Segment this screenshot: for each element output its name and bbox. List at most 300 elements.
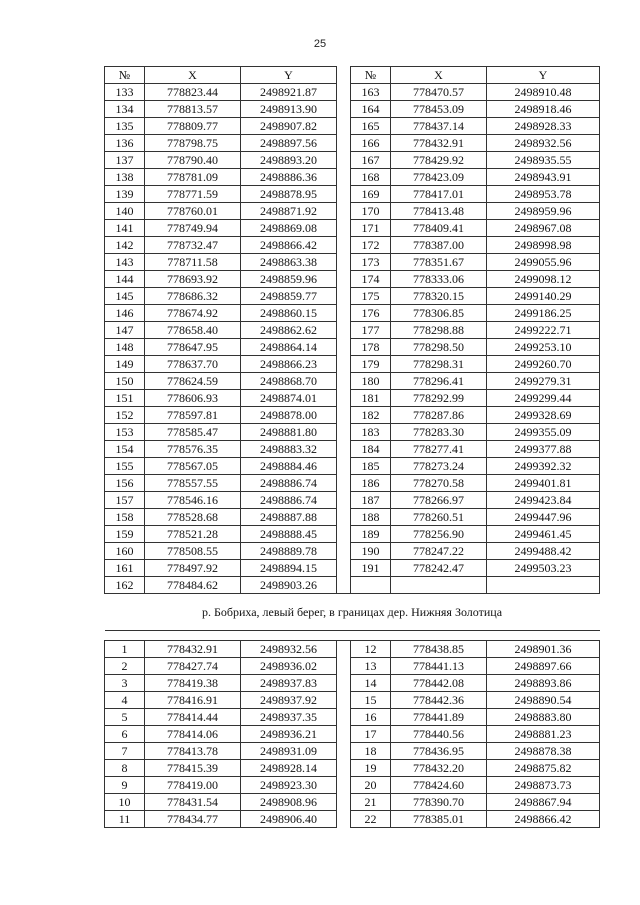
cell-y-left: 2498903.26 bbox=[241, 577, 337, 594]
cell-num-left: 153 bbox=[105, 424, 145, 441]
cell-y-left: 2498887.88 bbox=[241, 509, 337, 526]
cell-x-left: 778693.92 bbox=[145, 271, 241, 288]
cell-num-left: 4 bbox=[105, 692, 145, 709]
cell-num-left: 154 bbox=[105, 441, 145, 458]
table-row bbox=[105, 475, 600, 492]
column-gap bbox=[337, 641, 351, 658]
cell-num-right: 186 bbox=[351, 475, 391, 492]
cell-num-left: 160 bbox=[105, 543, 145, 560]
cell-y-left: 2498878.95 bbox=[241, 186, 337, 203]
column-gap bbox=[337, 373, 351, 390]
cell-y-left: 2498868.70 bbox=[241, 373, 337, 390]
cell-num-left: 162 bbox=[105, 577, 145, 594]
cell-x-left: 778413.78 bbox=[145, 743, 241, 760]
cell-num-left: 149 bbox=[105, 356, 145, 373]
cell-y-right: 2498935.55 bbox=[487, 152, 600, 169]
cell-y-right: 2499186.25 bbox=[487, 305, 600, 322]
column-gap bbox=[337, 288, 351, 305]
cell-num-left: 156 bbox=[105, 475, 145, 492]
cell-x-right: 778247.22 bbox=[391, 543, 487, 560]
cell-x-right: 778292.99 bbox=[391, 390, 487, 407]
cell-y-right: 2498953.78 bbox=[487, 186, 600, 203]
cell-y-right: 2498878.38 bbox=[487, 743, 600, 760]
column-gap bbox=[337, 203, 351, 220]
cell-num-left: 7 bbox=[105, 743, 145, 760]
cell-x-right: 778298.31 bbox=[391, 356, 487, 373]
cell-y-left: 2498864.14 bbox=[241, 339, 337, 356]
cell-x-right: 778470.57 bbox=[391, 84, 487, 101]
cell-y-right: 2499299.44 bbox=[487, 390, 600, 407]
column-gap bbox=[337, 169, 351, 186]
cell-y-right: 2499447.96 bbox=[487, 509, 600, 526]
table-row bbox=[105, 373, 600, 390]
cell-x-right: 778385.01 bbox=[391, 811, 487, 828]
cell-x-left: 778414.44 bbox=[145, 709, 241, 726]
cell-x-right: 778287.86 bbox=[391, 407, 487, 424]
coordinates-table bbox=[104, 66, 600, 828]
cell-num-left: 137 bbox=[105, 152, 145, 169]
cell-y-right: 2498998.98 bbox=[487, 237, 600, 254]
column-gap bbox=[337, 777, 351, 794]
column-gap bbox=[337, 675, 351, 692]
cell-x-left: 778427.74 bbox=[145, 658, 241, 675]
column-gap bbox=[337, 135, 351, 152]
cell-x-right: 778440.56 bbox=[391, 726, 487, 743]
cell-y-left: 2498928.14 bbox=[241, 760, 337, 777]
cell-x-left: 778711.58 bbox=[145, 254, 241, 271]
header-x-right: X bbox=[391, 67, 487, 84]
cell-x-right: 778273.24 bbox=[391, 458, 487, 475]
cell-x-left: 778414.06 bbox=[145, 726, 241, 743]
cell-num-left: 150 bbox=[105, 373, 145, 390]
cell-y-right: 2499328.69 bbox=[487, 407, 600, 424]
spacer-row bbox=[105, 631, 600, 641]
cell-y-left: 2498906.40 bbox=[241, 811, 337, 828]
cell-x-left: 778749.94 bbox=[145, 220, 241, 237]
cell-num-right: 180 bbox=[351, 373, 391, 390]
cell-y-right: 2498910.48 bbox=[487, 84, 600, 101]
cell-x-right: 778270.58 bbox=[391, 475, 487, 492]
cell-num-left: 139 bbox=[105, 186, 145, 203]
cell-y-left: 2498937.35 bbox=[241, 709, 337, 726]
cell-y-left: 2498931.09 bbox=[241, 743, 337, 760]
cell-num-left: 133 bbox=[105, 84, 145, 101]
cell-x-right: 778437.14 bbox=[391, 118, 487, 135]
cell-x-right: 778283.30 bbox=[391, 424, 487, 441]
cell-num-left: 146 bbox=[105, 305, 145, 322]
column-gap bbox=[337, 424, 351, 441]
cell-x-left: 778637.70 bbox=[145, 356, 241, 373]
column-gap bbox=[337, 441, 351, 458]
cell-y-right: 2499222.71 bbox=[487, 322, 600, 339]
column-gap bbox=[337, 794, 351, 811]
cell-y-left: 2498937.92 bbox=[241, 692, 337, 709]
cell-x-right: 778298.88 bbox=[391, 322, 487, 339]
cell-num-right: 21 bbox=[351, 794, 391, 811]
column-gap bbox=[337, 237, 351, 254]
cell-num-right: 172 bbox=[351, 237, 391, 254]
cell-num-right: 20 bbox=[351, 777, 391, 794]
cell-num-right: 168 bbox=[351, 169, 391, 186]
cell-y-right: 2499401.81 bbox=[487, 475, 600, 492]
cell-num-right: 19 bbox=[351, 760, 391, 777]
cell-y-left: 2498936.21 bbox=[241, 726, 337, 743]
column-gap bbox=[337, 186, 351, 203]
cell-y-right: 2498867.94 bbox=[487, 794, 600, 811]
cell-num-right: 183 bbox=[351, 424, 391, 441]
table-row bbox=[105, 339, 600, 356]
header-row bbox=[105, 67, 600, 84]
column-gap bbox=[337, 305, 351, 322]
spacer bbox=[105, 631, 600, 641]
table-row bbox=[105, 135, 600, 152]
cell-num-right: 163 bbox=[351, 84, 391, 101]
cell-num-right: 178 bbox=[351, 339, 391, 356]
cell-num-right: 176 bbox=[351, 305, 391, 322]
cell-num-left: 6 bbox=[105, 726, 145, 743]
table-row bbox=[105, 118, 600, 135]
cell-x-left: 778760.01 bbox=[145, 203, 241, 220]
table-row bbox=[105, 441, 600, 458]
cell-y-left: 2498883.32 bbox=[241, 441, 337, 458]
table-row bbox=[105, 186, 600, 203]
cell-y-right: 2499423.84 bbox=[487, 492, 600, 509]
cell-num-left: 155 bbox=[105, 458, 145, 475]
table-row bbox=[105, 254, 600, 271]
cell-x-left: 778415.39 bbox=[145, 760, 241, 777]
column-gap bbox=[337, 271, 351, 288]
cell-y-left: 2498923.30 bbox=[241, 777, 337, 794]
table-row bbox=[105, 390, 600, 407]
column-gap bbox=[337, 67, 351, 84]
table-row bbox=[105, 322, 600, 339]
cell-num-left: 143 bbox=[105, 254, 145, 271]
cell-num-left: 140 bbox=[105, 203, 145, 220]
cell-y-left: 2498884.46 bbox=[241, 458, 337, 475]
cell-x-right: 778306.85 bbox=[391, 305, 487, 322]
cell-num-left: 159 bbox=[105, 526, 145, 543]
cell-num-right: 174 bbox=[351, 271, 391, 288]
cell-x-left: 778576.35 bbox=[145, 441, 241, 458]
cell-num-right bbox=[351, 577, 391, 594]
cell-x-right: 778277.41 bbox=[391, 441, 487, 458]
cell-y-right: 2498897.66 bbox=[487, 658, 600, 675]
cell-y-right: 2499461.45 bbox=[487, 526, 600, 543]
cell-num-left: 141 bbox=[105, 220, 145, 237]
cell-y-left: 2498859.96 bbox=[241, 271, 337, 288]
table-row bbox=[105, 577, 600, 594]
cell-x-left: 778419.38 bbox=[145, 675, 241, 692]
table-row bbox=[105, 543, 600, 560]
table-row bbox=[105, 271, 600, 288]
column-gap bbox=[337, 254, 351, 271]
table-row bbox=[105, 794, 600, 811]
cell-x-left: 778647.95 bbox=[145, 339, 241, 356]
cell-x-right: 778423.09 bbox=[391, 169, 487, 186]
table-row bbox=[105, 169, 600, 186]
cell-x-left: 778732.47 bbox=[145, 237, 241, 254]
cell-y-right: 2498883.80 bbox=[487, 709, 600, 726]
cell-num-right: 166 bbox=[351, 135, 391, 152]
column-gap bbox=[337, 726, 351, 743]
cell-y-left: 2498936.02 bbox=[241, 658, 337, 675]
cell-num-right: 171 bbox=[351, 220, 391, 237]
cell-num-left: 1 bbox=[105, 641, 145, 658]
cell-x-left: 778419.00 bbox=[145, 777, 241, 794]
cell-x-right: 778442.08 bbox=[391, 675, 487, 692]
cell-num-left: 157 bbox=[105, 492, 145, 509]
cell-x-left: 778771.59 bbox=[145, 186, 241, 203]
cell-y-right: 2498866.42 bbox=[487, 811, 600, 828]
cell-x-right: 778413.48 bbox=[391, 203, 487, 220]
cell-num-left: 147 bbox=[105, 322, 145, 339]
cell-y-right: 2499260.70 bbox=[487, 356, 600, 373]
column-gap bbox=[337, 760, 351, 777]
cell-x-right: 778351.67 bbox=[391, 254, 487, 271]
cell-y-right: 2498875.82 bbox=[487, 760, 600, 777]
cell-x-left: 778484.62 bbox=[145, 577, 241, 594]
cell-x-right bbox=[391, 577, 487, 594]
table-row bbox=[105, 726, 600, 743]
block1-body bbox=[105, 84, 600, 594]
cell-y-left: 2498886.74 bbox=[241, 475, 337, 492]
cell-x-right: 778409.41 bbox=[391, 220, 487, 237]
cell-y-left: 2498897.56 bbox=[241, 135, 337, 152]
cell-num-left: 134 bbox=[105, 101, 145, 118]
cell-num-left: 158 bbox=[105, 509, 145, 526]
cell-x-right: 778424.60 bbox=[391, 777, 487, 794]
cell-num-right: 184 bbox=[351, 441, 391, 458]
cell-x-left: 778597.81 bbox=[145, 407, 241, 424]
cell-y-left: 2498860.15 bbox=[241, 305, 337, 322]
cell-y-right: 2499355.09 bbox=[487, 424, 600, 441]
table-row bbox=[105, 152, 600, 169]
cell-num-right: 190 bbox=[351, 543, 391, 560]
cell-num-right: 169 bbox=[351, 186, 391, 203]
column-gap bbox=[337, 84, 351, 101]
cell-num-left: 161 bbox=[105, 560, 145, 577]
cell-x-left: 778686.32 bbox=[145, 288, 241, 305]
cell-num-right: 177 bbox=[351, 322, 391, 339]
cell-num-left: 138 bbox=[105, 169, 145, 186]
table-row bbox=[105, 709, 600, 726]
table-row bbox=[105, 305, 600, 322]
cell-y-right: 2498873.73 bbox=[487, 777, 600, 794]
cell-num-right: 189 bbox=[351, 526, 391, 543]
cell-num-right: 15 bbox=[351, 692, 391, 709]
cell-num-left: 2 bbox=[105, 658, 145, 675]
cell-y-left: 2498932.56 bbox=[241, 641, 337, 658]
table-row bbox=[105, 84, 600, 101]
column-gap bbox=[337, 526, 351, 543]
cell-x-left: 778798.75 bbox=[145, 135, 241, 152]
table-row bbox=[105, 641, 600, 658]
table-row bbox=[105, 777, 600, 794]
cell-y-right: 2498928.33 bbox=[487, 118, 600, 135]
cell-num-left: 136 bbox=[105, 135, 145, 152]
table-row bbox=[105, 526, 600, 543]
cell-y-left: 2498862.62 bbox=[241, 322, 337, 339]
cell-num-right: 12 bbox=[351, 641, 391, 658]
cell-y-left: 2498866.23 bbox=[241, 356, 337, 373]
cell-x-left: 778521.28 bbox=[145, 526, 241, 543]
table-row bbox=[105, 760, 600, 777]
header-y-left: Y bbox=[241, 67, 337, 84]
cell-y-left: 2498888.45 bbox=[241, 526, 337, 543]
table-row bbox=[105, 407, 600, 424]
table-row bbox=[105, 509, 600, 526]
table-row bbox=[105, 356, 600, 373]
cell-num-right: 167 bbox=[351, 152, 391, 169]
cell-y-right: 2498901.36 bbox=[487, 641, 600, 658]
cell-x-left: 778823.44 bbox=[145, 84, 241, 101]
table-row bbox=[105, 458, 600, 475]
cell-x-left: 778434.77 bbox=[145, 811, 241, 828]
cell-num-right: 18 bbox=[351, 743, 391, 760]
column-gap bbox=[337, 743, 351, 760]
cell-x-left: 778416.91 bbox=[145, 692, 241, 709]
section-title: р. Бобриха, левый берег, в границах дер. Нижняя Золотица bbox=[105, 594, 600, 631]
cell-x-right: 778442.36 bbox=[391, 692, 487, 709]
cell-x-left: 778790.40 bbox=[145, 152, 241, 169]
cell-x-right: 778436.95 bbox=[391, 743, 487, 760]
cell-y-right: 2498932.56 bbox=[487, 135, 600, 152]
column-gap bbox=[337, 322, 351, 339]
cell-x-right: 778429.92 bbox=[391, 152, 487, 169]
cell-x-right: 778441.13 bbox=[391, 658, 487, 675]
cell-num-left: 8 bbox=[105, 760, 145, 777]
cell-y-right: 2499253.10 bbox=[487, 339, 600, 356]
cell-num-left: 151 bbox=[105, 390, 145, 407]
column-gap bbox=[337, 811, 351, 828]
cell-num-right: 182 bbox=[351, 407, 391, 424]
cell-num-right: 14 bbox=[351, 675, 391, 692]
block2-body bbox=[105, 641, 600, 828]
cell-y-left: 2498889.78 bbox=[241, 543, 337, 560]
cell-x-left: 778781.09 bbox=[145, 169, 241, 186]
cell-x-left: 778624.59 bbox=[145, 373, 241, 390]
cell-x-left: 778557.55 bbox=[145, 475, 241, 492]
cell-y-right: 2499503.23 bbox=[487, 560, 600, 577]
cell-x-right: 778320.15 bbox=[391, 288, 487, 305]
page-number: 25 bbox=[313, 38, 327, 50]
cell-x-left: 778813.57 bbox=[145, 101, 241, 118]
cell-x-right: 778296.41 bbox=[391, 373, 487, 390]
table-row bbox=[105, 492, 600, 509]
cell-y-right: 2498893.86 bbox=[487, 675, 600, 692]
section-divider bbox=[105, 594, 600, 641]
cell-y-right: 2498881.23 bbox=[487, 726, 600, 743]
cell-y-right: 2499377.88 bbox=[487, 441, 600, 458]
cell-y-right: 2499140.29 bbox=[487, 288, 600, 305]
cell-num-right: 179 bbox=[351, 356, 391, 373]
cell-num-right: 22 bbox=[351, 811, 391, 828]
cell-num-right: 191 bbox=[351, 560, 391, 577]
cell-y-left: 2498921.87 bbox=[241, 84, 337, 101]
cell-y-left: 2498869.08 bbox=[241, 220, 337, 237]
column-gap bbox=[337, 692, 351, 709]
header-x-left: X bbox=[145, 67, 241, 84]
cell-y-left: 2498937.83 bbox=[241, 675, 337, 692]
cell-num-left: 11 bbox=[105, 811, 145, 828]
cell-y-left: 2498874.01 bbox=[241, 390, 337, 407]
cell-x-right: 778432.91 bbox=[391, 135, 487, 152]
cell-num-left: 148 bbox=[105, 339, 145, 356]
cell-num-left: 9 bbox=[105, 777, 145, 794]
cell-x-right: 778256.90 bbox=[391, 526, 487, 543]
cell-num-right: 164 bbox=[351, 101, 391, 118]
cell-num-right: 17 bbox=[351, 726, 391, 743]
cell-x-left: 778497.92 bbox=[145, 560, 241, 577]
table-row bbox=[105, 101, 600, 118]
cell-x-right: 778260.51 bbox=[391, 509, 487, 526]
cell-num-right: 181 bbox=[351, 390, 391, 407]
cell-y-left: 2498894.15 bbox=[241, 560, 337, 577]
column-gap bbox=[337, 709, 351, 726]
cell-x-right: 778438.85 bbox=[391, 641, 487, 658]
cell-x-left: 778658.40 bbox=[145, 322, 241, 339]
cell-y-right: 2499392.32 bbox=[487, 458, 600, 475]
column-gap bbox=[337, 339, 351, 356]
cell-y-left: 2498913.90 bbox=[241, 101, 337, 118]
header-num-left: № bbox=[105, 67, 145, 84]
cell-num-right: 188 bbox=[351, 509, 391, 526]
cell-num-right: 173 bbox=[351, 254, 391, 271]
cell-x-left: 778528.68 bbox=[145, 509, 241, 526]
cell-x-right: 778441.89 bbox=[391, 709, 487, 726]
table-row bbox=[105, 288, 600, 305]
cell-y-right: 2498959.96 bbox=[487, 203, 600, 220]
cell-x-left: 778432.91 bbox=[145, 641, 241, 658]
cell-y-left: 2498866.42 bbox=[241, 237, 337, 254]
table-row bbox=[105, 658, 600, 675]
cell-y-left: 2498863.38 bbox=[241, 254, 337, 271]
cell-num-left: 5 bbox=[105, 709, 145, 726]
cell-x-left: 778674.92 bbox=[145, 305, 241, 322]
table-row bbox=[105, 560, 600, 577]
table-row bbox=[105, 203, 600, 220]
table-row bbox=[105, 220, 600, 237]
cell-x-right: 778390.70 bbox=[391, 794, 487, 811]
column-gap bbox=[337, 475, 351, 492]
cell-y-right: 2499279.31 bbox=[487, 373, 600, 390]
column-gap bbox=[337, 658, 351, 675]
cell-num-right: 187 bbox=[351, 492, 391, 509]
cell-y-left: 2498871.92 bbox=[241, 203, 337, 220]
cell-num-left: 145 bbox=[105, 288, 145, 305]
cell-x-right: 778387.00 bbox=[391, 237, 487, 254]
cell-x-right: 778453.09 bbox=[391, 101, 487, 118]
cell-y-left: 2498881.80 bbox=[241, 424, 337, 441]
cell-y-right: 2498943.91 bbox=[487, 169, 600, 186]
cell-y-left: 2498907.82 bbox=[241, 118, 337, 135]
column-gap bbox=[337, 118, 351, 135]
cell-num-right: 175 bbox=[351, 288, 391, 305]
cell-x-right: 778242.47 bbox=[391, 560, 487, 577]
cell-num-left: 135 bbox=[105, 118, 145, 135]
column-gap bbox=[337, 390, 351, 407]
cell-x-left: 778508.55 bbox=[145, 543, 241, 560]
table-row bbox=[105, 675, 600, 692]
cell-y-right: 2499488.42 bbox=[487, 543, 600, 560]
cell-y-left: 2498886.36 bbox=[241, 169, 337, 186]
cell-num-left: 144 bbox=[105, 271, 145, 288]
column-gap bbox=[337, 101, 351, 118]
column-gap bbox=[337, 356, 351, 373]
column-gap bbox=[337, 577, 351, 594]
section-title-row bbox=[105, 594, 600, 631]
cell-y-right: 2498890.54 bbox=[487, 692, 600, 709]
